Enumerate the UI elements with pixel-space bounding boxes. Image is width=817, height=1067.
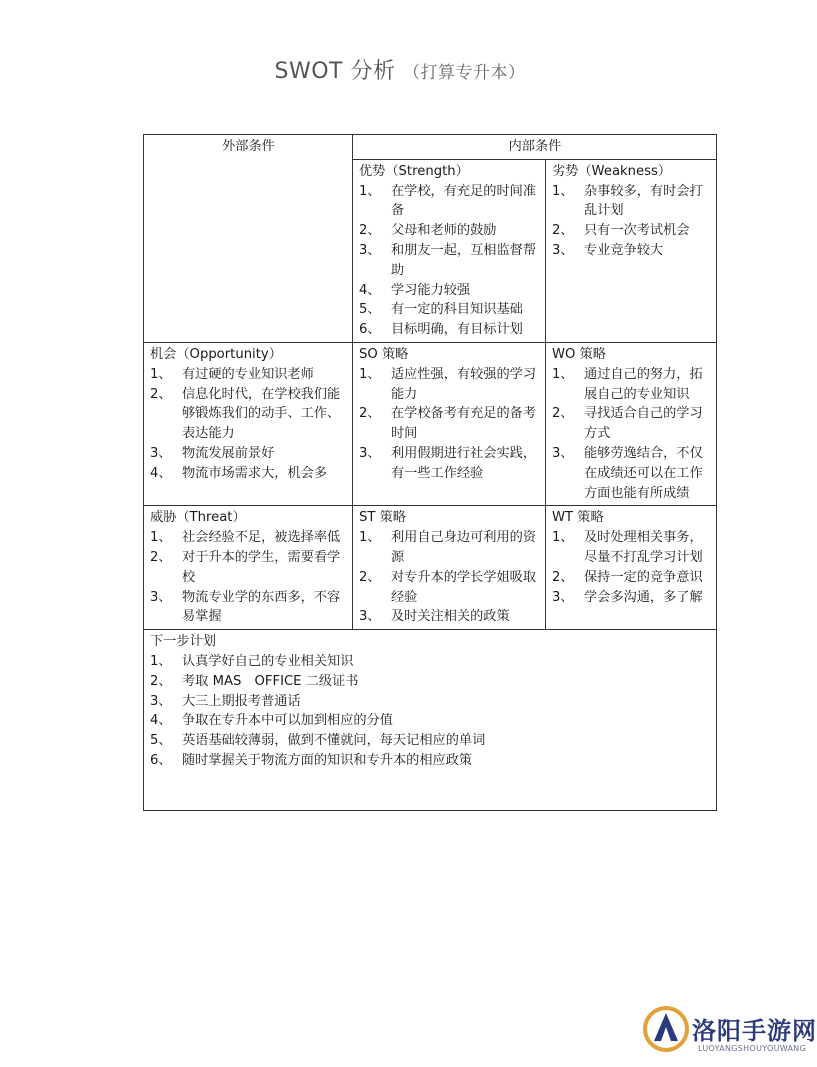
- list-item: [150, 751, 711, 771]
- item-text: 学习能力较强: [391, 282, 471, 298]
- item-text: 认真学好自己的专业相关知识: [182, 653, 354, 669]
- item-number: 1、: [150, 366, 172, 382]
- list-item: [359, 365, 540, 405]
- item-text: 学会多沟通，多了解: [584, 589, 703, 605]
- watermark-name: 洛阳手游网: [692, 1017, 817, 1045]
- item-number: 2、: [552, 223, 574, 239]
- external-conditions-label: 外部条件: [144, 135, 353, 343]
- cell-heading: 机会（Opportunity）: [150, 346, 282, 362]
- item-number: 3、: [359, 445, 381, 461]
- item-number: 6、: [150, 752, 172, 768]
- list-item: [552, 404, 711, 444]
- list-item: [150, 365, 347, 385]
- item-number: 3、: [150, 693, 172, 709]
- item-number: 5、: [359, 302, 381, 318]
- item-number: 3、: [150, 445, 172, 461]
- list-item: [552, 365, 711, 405]
- list-item: [150, 652, 711, 672]
- item-text: 考取 MAS OFFICE 二级证书: [182, 673, 359, 689]
- item-text: 有过硬的专业知识老师: [182, 366, 314, 382]
- item-text: 利用自己身边可利用的资源: [391, 530, 537, 565]
- site-watermark: [640, 1003, 817, 1059]
- item-number: 1、: [552, 530, 574, 546]
- item-number: 3、: [552, 589, 574, 605]
- item-number: 2、: [359, 223, 381, 239]
- item-number: 2、: [552, 406, 574, 422]
- item-number: 2、: [150, 673, 172, 689]
- item-text: 在学校备考有充足的备考时间: [391, 406, 537, 442]
- item-text: 父母和老师的鼓励: [391, 223, 497, 239]
- item-number: 1、: [359, 183, 381, 199]
- so-strategy-cell: [353, 342, 546, 505]
- item-text: 寻找适合自己的学习方式: [584, 406, 703, 442]
- item-number: 1、: [359, 366, 381, 382]
- internal-header-row: [144, 135, 717, 160]
- item-number: 3、: [359, 242, 381, 258]
- cell-heading: 优势（Strength）: [359, 163, 469, 179]
- cell-heading: 劣势（Weakness）: [552, 163, 672, 179]
- list-item: [150, 692, 711, 712]
- item-text: 杂事较多，有时会打乱计划: [584, 183, 703, 219]
- item-text: 对于升本的学生，需要看学校: [182, 549, 341, 585]
- item-text: 争取在专升本中可以加到相应的分值: [182, 713, 393, 729]
- item-text: 适应性强，有较强的学习能力: [391, 366, 537, 402]
- item-text: 利用假期进行社会实践，有一些工作经验: [391, 445, 537, 481]
- wt-strategy-cell: [546, 506, 717, 630]
- item-text: 及时关注相关的政策: [391, 609, 510, 625]
- item-number: 2、: [552, 569, 574, 585]
- item-text: 及时处理相关事务，尽量不打乱学习计划: [584, 530, 703, 565]
- item-number: 4、: [150, 713, 172, 729]
- item-text: 随时掌握关于物流方面的知识和专升本的相应政策: [182, 752, 473, 768]
- wo-strategy-cell: [546, 342, 717, 505]
- list-item: [552, 528, 711, 568]
- watermark-domain: LUOYANGSHOUYOUWANG: [698, 1044, 807, 1053]
- cell-heading: 下一步计划: [150, 634, 216, 650]
- list-item: [150, 444, 347, 464]
- st-strategy-cell: [353, 506, 546, 630]
- item-text: 物流专业学的东西多，不容易掌握: [182, 589, 341, 625]
- list-item: [359, 281, 540, 301]
- next-steps-cell: [144, 630, 717, 811]
- list-item: [150, 385, 347, 444]
- list-item: [359, 568, 540, 608]
- item-text: 保持一定的竞争意识: [584, 569, 703, 585]
- item-number: 2、: [359, 406, 381, 422]
- list-item: [150, 528, 347, 548]
- item-number: 3、: [552, 445, 574, 461]
- list-item: [552, 588, 711, 608]
- list-item: [552, 221, 711, 241]
- item-text: 物流发展前景好: [182, 445, 275, 461]
- cell-heading: 威胁（Threat）: [150, 510, 246, 526]
- item-number: 1、: [150, 530, 172, 546]
- item-number: 3、: [552, 242, 574, 258]
- item-number: 3、: [150, 589, 172, 605]
- item-number: 2、: [150, 386, 172, 402]
- item-text: 目标明确，有目标计划: [391, 322, 523, 338]
- swot-table: [143, 134, 717, 811]
- opportunity-row: [144, 342, 717, 505]
- cell-heading: WO 策略: [552, 346, 606, 362]
- cell-heading: SO 策略: [359, 346, 409, 362]
- list-item: [359, 241, 540, 281]
- list-item: [359, 404, 540, 444]
- item-number: 6、: [359, 322, 381, 338]
- item-text: 专业竞争较大: [584, 242, 664, 258]
- list-item: [359, 320, 540, 340]
- luoyang-logo-icon: [640, 1003, 692, 1055]
- list-item: [359, 444, 540, 484]
- item-number: 1、: [552, 183, 574, 199]
- item-text: 英语基础较薄弱，做到不懂就问，每天记相应的单词: [182, 733, 486, 749]
- list-item: [150, 731, 711, 751]
- strength-cell: [353, 159, 546, 342]
- document-title: [0, 54, 800, 85]
- item-number: 1、: [150, 653, 172, 669]
- item-number: 3、: [359, 609, 381, 625]
- list-item: [359, 528, 540, 568]
- list-item: [359, 300, 540, 320]
- list-item: [552, 444, 711, 503]
- internal-conditions-label: 内部条件: [353, 135, 717, 160]
- title-main: SWOT 分析: [274, 59, 396, 84]
- list-item: [552, 568, 711, 588]
- list-item: [359, 607, 540, 627]
- list-item: [150, 464, 347, 484]
- item-text: 信息化时代，在学校我们能够锻炼我们的动手、工作、表达能力: [182, 386, 341, 442]
- list-item: [359, 182, 540, 222]
- title-sub: （打算专升本）: [402, 63, 526, 83]
- list-item: [150, 672, 711, 692]
- item-text: 物流市场需求大，机会多: [182, 465, 328, 481]
- item-text: 只有一次考试机会: [584, 223, 690, 239]
- list-item: [150, 548, 347, 588]
- item-text: 有一定的科目知识基础: [391, 302, 523, 318]
- item-number: 2、: [359, 569, 381, 585]
- list-item: [150, 588, 347, 628]
- item-number: 5、: [150, 733, 172, 749]
- item-text: 社会经验不足，被选择率低: [182, 530, 341, 546]
- weakness-cell: [546, 159, 717, 342]
- list-item: [552, 241, 711, 261]
- item-text: 在学校，有充足的时间准备: [391, 183, 537, 219]
- item-number: 2、: [150, 549, 172, 565]
- opportunity-cell: [144, 342, 353, 505]
- item-number: 4、: [359, 282, 381, 298]
- item-text: 和朋友一起，互相监督帮助: [391, 242, 537, 278]
- item-number: 4、: [150, 465, 172, 481]
- item-text: 大三上期报考普通话: [182, 693, 301, 709]
- list-item: [150, 711, 711, 731]
- cell-heading: ST 策略: [359, 510, 406, 526]
- threat-cell: [144, 506, 353, 630]
- list-item: [359, 221, 540, 241]
- item-number: 1、: [359, 530, 381, 546]
- item-number: 1、: [552, 366, 574, 382]
- item-text: 通过自己的努力，拓展自己的专业知识: [584, 366, 703, 402]
- item-text: 能够劳逸结合，不仅在成绩还可以在工作方面也能有所成绩: [584, 445, 703, 501]
- next-steps-row: [144, 630, 717, 811]
- cell-heading: WT 策略: [552, 510, 604, 526]
- item-text: 对专升本的学长学姐吸取经验: [391, 569, 537, 605]
- threat-row: [144, 506, 717, 630]
- list-item: [552, 182, 711, 222]
